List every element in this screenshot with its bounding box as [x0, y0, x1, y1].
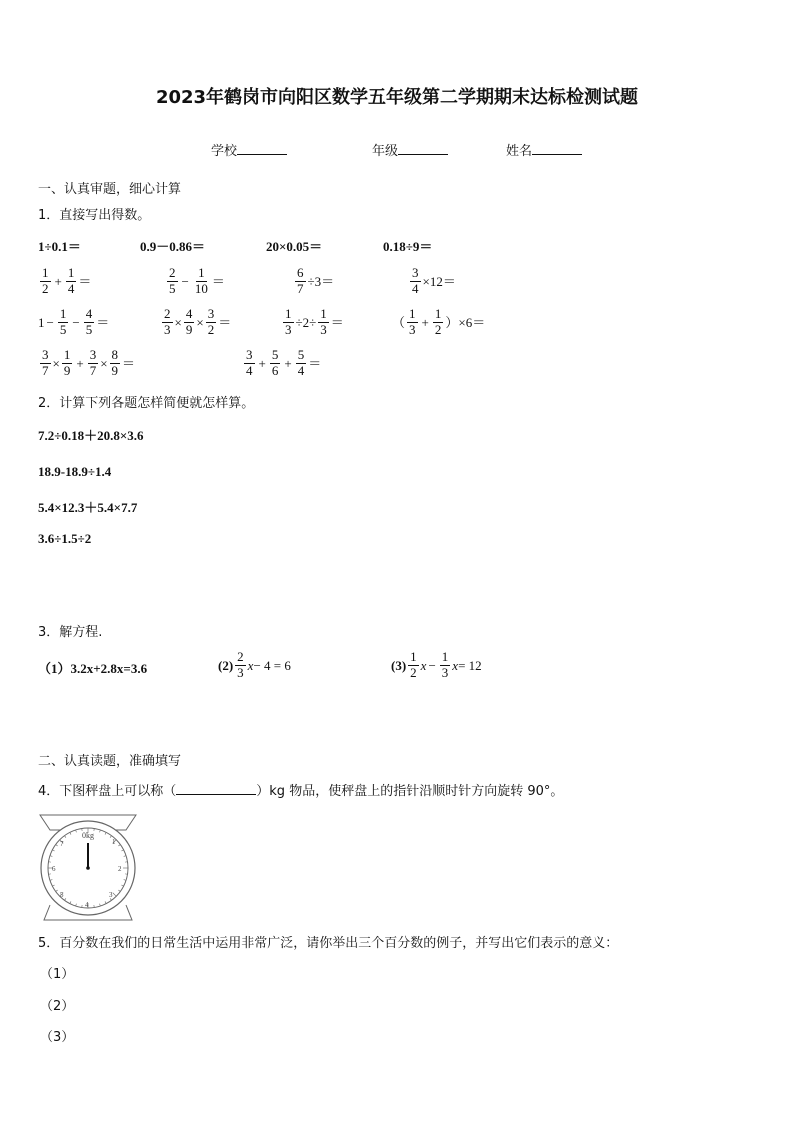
q1-item-4: 0.18÷9＝ — [383, 239, 433, 254]
q1-item-6: $\frac{2}{5}$ − $\frac{1}{10}$ ＝ — [169, 265, 225, 296]
q1-item-11: $\frac{1}{3}$ ÷2÷ $\frac{1}{3}$ ＝ — [285, 306, 344, 337]
q2-item-1: 7.2÷0.18＋20.8×3.6 — [38, 428, 144, 443]
q1-item-1: 1÷0.1＝ — [38, 239, 81, 254]
fraction: $\frac{6}{7}$ — [297, 265, 304, 296]
grade-blank[interactable] — [398, 142, 448, 155]
q3-equation-2: (2) $\frac{2}{3}$ x − 4 = 6 — [218, 649, 291, 680]
dial-number-5: 5 — [60, 891, 64, 899]
page-title: 2023年鹤岗市向阳区数学五年级第二学期期末达标检测试题 — [155, 87, 639, 108]
q2-item-3: 5.4×12.3＋5.4×7.7 — [38, 500, 138, 515]
fraction: $\frac{1}{3}$ — [285, 306, 292, 337]
pointer-pivot — [86, 866, 90, 870]
dial-number-4: 4 — [85, 901, 89, 909]
school-field — [211, 142, 287, 158]
q3-label: 3．解方程. — [38, 625, 103, 640]
dial-number-2: 2 — [118, 865, 122, 873]
q1-item-3: 20×0.05＝ — [266, 239, 323, 254]
fraction: $\frac{1}{2}$ — [410, 649, 417, 680]
fraction: $\frac{2}{3}$ — [237, 649, 244, 680]
q3-equation-1: （1）3.2x+2.8x=3.6 — [38, 661, 148, 676]
fraction: $\frac{1}{9}$ — [63, 347, 71, 378]
q5-text: 5．百分数在我们的日常生活中运用非常广泛，请你举出三个百分数的例子，并写出它们表示的意义： — [38, 936, 619, 951]
fraction: $\frac{1}{2}$ — [42, 265, 49, 296]
q5-item-2: （2） — [40, 999, 75, 1014]
fraction: $\frac{8}{9}$ — [111, 347, 119, 378]
fraction: $\frac{1}{3}$ — [320, 306, 327, 337]
school-blank[interactable] — [237, 142, 287, 155]
q1-item-10: $\frac{2}{3}$ × $\frac{4}{9}$ × $\frac{3}{2}$ ＝ — [164, 306, 232, 337]
fraction: $\frac{2}{5}$ — [169, 265, 176, 296]
q1-item-14: $\frac{3}{4}$ + $\frac{5}{6}$ + $\frac{5}{4}$ ＝ — [246, 347, 322, 378]
fraction: $\frac{1}{5}$ — [59, 306, 67, 337]
q4-text: 4．下图秤盘上可以称（ ）kg 物品，使秤盘上的指针沿顺时针方向旋转 90°。 — [38, 784, 564, 799]
school-label: 学校 — [211, 144, 238, 159]
fraction: $\frac{1}{10}$ — [194, 265, 208, 296]
fraction: $\frac{4}{5}$ — [85, 306, 93, 337]
fraction: $\frac{5}{4}$ — [297, 347, 305, 378]
fraction: $\frac{4}{9}$ — [185, 306, 193, 337]
q1-item-2: 0.9－0.86＝ — [140, 239, 206, 254]
fraction: $\frac{3}{7}$ — [42, 347, 49, 378]
grade-label: 年级 — [372, 144, 399, 159]
section-2-heading: 二、认真读题，准确填写 — [38, 754, 182, 769]
dial-number-3: 3 — [109, 891, 113, 899]
q1-item-13: $\frac{3}{7}$ × $\frac{1}{9}$ + $\frac{3}{7}$ × $\frac{8}{9}$ ＝ — [42, 347, 136, 378]
section-1-heading: 一、认真审题，细心计算 — [38, 182, 182, 197]
fraction: $\frac{2}{3}$ — [164, 306, 171, 337]
dial-number-7: 7 — [60, 840, 64, 848]
fraction: $\frac{3}{2}$ — [207, 306, 215, 337]
q2-item-4: 3.6÷1.5÷2 — [38, 531, 92, 546]
fraction: $\frac{1}{3}$ — [441, 649, 449, 680]
fraction: $\frac{3}{4}$ — [412, 265, 419, 296]
q1-item-9: 1 − $\frac{1}{5}$ − $\frac{4}{5}$ ＝ — [38, 306, 110, 337]
unit-label: 0kg — [82, 831, 94, 840]
q1-item-8: $\frac{3}{4}$ ×12＝ — [412, 265, 456, 296]
name-field — [506, 142, 582, 158]
q4-answer-blank[interactable] — [176, 782, 256, 795]
q1-item-5: $\frac{1}{2}$ + $\frac{1}{4}$ ＝ — [42, 265, 92, 296]
fraction: $\frac{1}{3}$ — [409, 306, 416, 337]
q2-item-2: 18.9-18.9÷1.4 — [38, 464, 112, 479]
q3-equation-3: (3) $\frac{1}{2}$ x − $\frac{1}{3}$ x = 12 — [391, 649, 482, 680]
grade-field — [372, 142, 448, 158]
fraction: $\frac{3}{4}$ — [246, 347, 253, 378]
q1-label: 1．直接写出得数。 — [38, 208, 151, 223]
fraction: $\frac{5}{6}$ — [271, 347, 279, 378]
name-blank[interactable] — [532, 142, 582, 155]
q1-item-7: $\frac{6}{7}$ ÷3＝ — [297, 265, 335, 296]
fraction: $\frac{1}{2}$ — [434, 306, 442, 337]
q5-item-3: （3） — [40, 1030, 75, 1045]
dial-number-6: 6 — [52, 865, 56, 873]
scale-illustration — [38, 810, 138, 924]
fraction: $\frac{3}{7}$ — [89, 347, 97, 378]
q5-item-1: （1） — [40, 967, 75, 982]
name-label: 姓名 — [506, 144, 533, 159]
q2-label: 2．计算下列各题怎样简便就怎样算。 — [38, 396, 255, 411]
dial-number-1: 1 — [112, 838, 116, 846]
fraction: $\frac{1}{4}$ — [67, 265, 75, 296]
q1-item-12: （ $\frac{1}{3}$ + $\frac{1}{2}$ ） ×6＝ — [392, 306, 486, 337]
